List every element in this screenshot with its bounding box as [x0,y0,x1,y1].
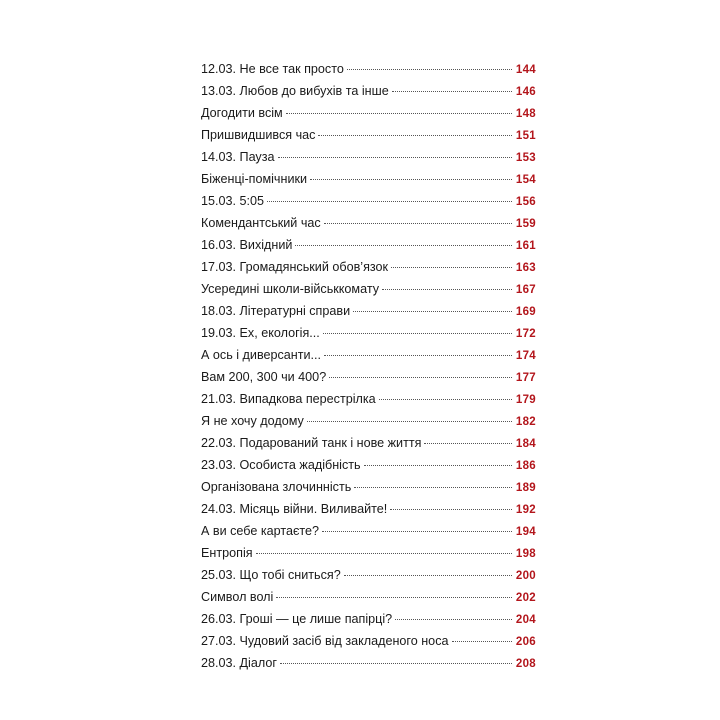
toc-entry [201,102,536,124]
toc-entry-title: 24.03. Місяць війни. Виливайте! [201,502,388,516]
table-of-contents [201,58,536,674]
toc-entry-title: 19.03. Ех, екологія... [201,326,320,340]
toc-entry-page-number: 202 [515,592,536,604]
toc-entry-title: Ентропія [201,546,253,560]
toc-entry-title: Усередині школи-військкомату [201,282,380,296]
toc-entry-title: 21.03. Випадкова перестрілка [201,392,376,406]
dot-leader [452,641,512,642]
toc-entry [201,630,536,652]
dot-leader [256,553,512,554]
toc-entry-page-number: 208 [515,658,536,670]
toc-entry [201,476,536,498]
toc-entry-title: 26.03. Гроші — це лише папірці? [201,612,393,626]
toc-entry-page-number: 169 [515,306,536,318]
dot-leader [276,597,512,598]
toc-entry-title: 17.03. Громадянський обов’язок [201,260,389,274]
toc-entry-page-number: 174 [515,350,536,362]
toc-entry [201,366,536,388]
toc-entry [201,146,536,168]
toc-entry [201,190,536,212]
toc-entry-page-number: 151 [515,130,536,142]
toc-entry-title: Комендантський час [201,216,321,230]
toc-entry-title: 27.03. Чудовий засіб від закладеного носа [201,634,449,648]
toc-entry-title: 13.03. Любов до вибухів та інше [201,84,389,98]
dot-leader [310,179,512,180]
toc-entry-page-number: 167 [515,284,536,296]
toc-entry-page-number: 200 [515,570,536,582]
dot-leader [353,311,512,312]
toc-entry-page-number: 172 [515,328,536,340]
dot-leader [344,575,512,576]
toc-entry [201,124,536,146]
dot-leader [354,487,512,488]
dot-leader [322,531,512,532]
toc-entry-page-number: 194 [515,526,536,538]
dot-leader [318,135,511,136]
toc-entry-page-number: 184 [515,438,536,450]
toc-entry [201,432,536,454]
dot-leader [324,223,512,224]
toc-entry-page-number: 144 [515,64,536,76]
toc-entry-title: А ось і диверсанти... [201,348,322,362]
toc-entry [201,80,536,102]
toc-entry-title: Я не хочу додому [201,414,304,428]
toc-entry [201,498,536,520]
toc-entry-title: Догодити всім [201,106,283,120]
toc-entry [201,300,536,322]
toc-entry-title: Пришвидшився час [201,128,316,142]
toc-entry-page-number: 186 [515,460,536,472]
toc-entry-page-number: 163 [515,262,536,274]
dot-leader [329,377,512,378]
dot-leader [424,443,511,444]
toc-entry-title: Біженці-помічники [201,172,308,186]
dot-leader [267,201,512,202]
toc-entry-title: 23.03. Особиста жадібність [201,458,361,472]
toc-entry-title: 28.03. Діалог [201,656,277,670]
dot-leader [280,663,512,664]
toc-entry-page-number: 182 [515,416,536,428]
toc-entry-title: 15.03. 5:05 [201,194,265,208]
dot-leader [286,113,512,114]
toc-entry [201,652,536,674]
toc-entry-title: Символ волі [201,590,274,604]
dot-leader [324,355,512,356]
toc-entry [201,344,536,366]
toc-entry [201,564,536,586]
toc-entry-page-number: 156 [515,196,536,208]
toc-entry-title: 14.03. Пауза [201,150,275,164]
dot-leader [307,421,512,422]
toc-entry-page-number: 148 [515,108,536,120]
toc-entry-page-number: 177 [515,372,536,384]
toc-entry-page-number: 179 [515,394,536,406]
toc-entry-title: Організована злочинність [201,480,352,494]
dot-leader [395,619,512,620]
toc-entry [201,586,536,608]
toc-entry-page-number: 206 [515,636,536,648]
toc-entry-page-number: 189 [515,482,536,494]
toc-entry [201,388,536,410]
dot-leader [392,91,512,92]
dot-leader [391,267,512,268]
toc-entry-title: Вам 200, 300 чи 400? [201,370,327,384]
toc-entry [201,410,536,432]
toc-entry-page-number: 154 [515,174,536,186]
toc-entry-title: 25.03. Що тобі сниться? [201,568,341,582]
toc-entry [201,278,536,300]
toc-entry-page-number: 159 [515,218,536,230]
dot-leader [382,289,512,290]
dot-leader [278,157,512,158]
dot-leader [323,333,512,334]
toc-entry-title: 12.03. Не все так просто [201,62,344,76]
dot-leader [390,509,512,510]
dot-leader [364,465,512,466]
toc-entry [201,168,536,190]
toc-entry-title: 22.03. Подарований танк і нове життя [201,436,422,450]
toc-entry [201,234,536,256]
toc-entry [201,212,536,234]
dot-leader [379,399,512,400]
toc-entry-page-number: 153 [515,152,536,164]
toc-entry-page-number: 146 [515,86,536,98]
toc-entry-page-number: 192 [515,504,536,516]
toc-entry-title: 18.03. Літературні справи [201,304,351,318]
toc-entry [201,608,536,630]
dot-leader [295,245,511,246]
dot-leader [347,69,512,70]
toc-entry-page-number: 161 [515,240,536,252]
toc-entry-page-number: 204 [515,614,536,626]
toc-entry [201,542,536,564]
toc-entry [201,58,536,80]
toc-entry [201,454,536,476]
toc-entry [201,256,536,278]
toc-entry-title: 16.03. Вихідний [201,238,293,252]
toc-entry-title: А ви себе картаєте? [201,524,320,538]
toc-entry [201,520,536,542]
toc-entry [201,322,536,344]
toc-entry-page-number: 198 [515,548,536,560]
